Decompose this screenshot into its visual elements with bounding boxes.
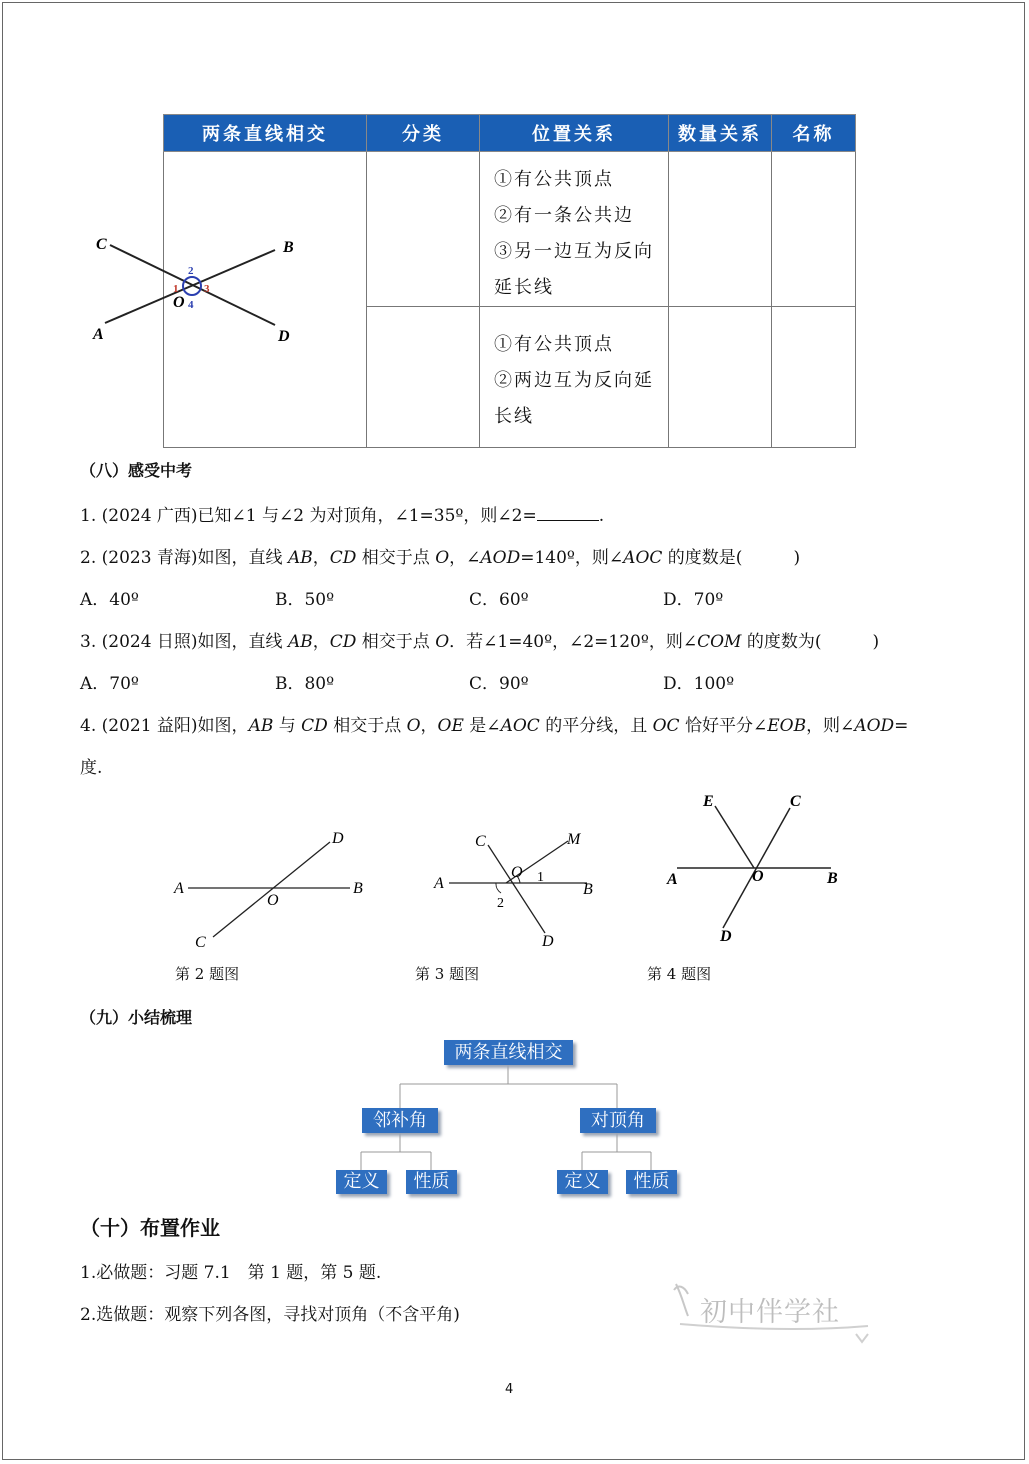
figure-q2 (165, 825, 385, 955)
figure-q3 (425, 825, 615, 955)
option-3a: A．70º (80, 674, 139, 694)
q4-part: 4. (2021 益阳)如图， (80, 716, 249, 736)
q4-part: AOD (854, 716, 895, 736)
header-cell: 两条直线相交 (164, 115, 367, 152)
q1-text: 1. (2024 广西)已知∠1 与∠2 为对顶角，∠1=35º，则∠2= (80, 506, 537, 526)
angle-2-arc (496, 883, 501, 893)
name-cell (772, 152, 856, 307)
label-C: C (475, 833, 486, 850)
section8-title: （八）感受中考 (80, 461, 193, 480)
q4-part: 的平分线，且 (539, 716, 653, 736)
answer-blank (537, 506, 599, 521)
option-2a: A．40º (80, 590, 139, 610)
label-A: A (667, 871, 678, 888)
label-B: B (353, 880, 363, 897)
label-D: D (278, 328, 290, 345)
option-3b: B．80º (275, 674, 335, 694)
label-O: O (173, 294, 185, 311)
q3-part: CD (329, 632, 357, 652)
label-C: C (195, 934, 206, 951)
condition-line: ①有公共顶点 (494, 169, 614, 190)
homework-required: 1.必做题：习题 7.1 第 1 题，第 5 题. (80, 1263, 382, 1283)
q1-end: . (598, 506, 605, 526)
angle-number-1: 1 (173, 283, 179, 295)
position-cell (480, 152, 669, 307)
tree-node-adjacent: 邻补角 (362, 1108, 438, 1133)
label-A: A (174, 880, 184, 897)
q3-part: O (435, 632, 450, 652)
question-3 (80, 627, 879, 652)
angle-number-4: 4 (188, 299, 194, 311)
q2-part: =140º，则∠ (520, 548, 624, 568)
condition-line: 长线 (494, 406, 534, 427)
label-A: A (434, 875, 444, 892)
homework-optional: 2.选做题：观察下列各图，寻找对顶角（不含平角) (80, 1305, 460, 1325)
condition-line: 延长线 (494, 277, 554, 298)
heart-icon (856, 1334, 868, 1342)
q4-part: EOB (767, 716, 807, 736)
position-cell (480, 307, 669, 448)
q3-part: ．若∠1=40º，∠2=120º，则∠ (449, 632, 698, 652)
label-O: O (752, 868, 764, 885)
section10-title: （十）布置作业 (80, 1216, 220, 1240)
condition-line: ②有一条公共边 (494, 205, 634, 226)
caption-fig2: 第 2 题图 (175, 965, 240, 983)
q3-part: 3. (2024 日照)如图，直线 (80, 632, 288, 652)
q4-part: O (406, 716, 421, 736)
label-O: O (511, 864, 523, 881)
q4-part: OE (437, 716, 464, 736)
q2-part: ，∠ (449, 548, 481, 568)
option-2d: D．70º (663, 590, 724, 610)
q3-part: AB (287, 632, 313, 652)
tree-root: 两条直线相交 (444, 1040, 573, 1065)
label-C: C (96, 236, 107, 253)
intersecting-lines-figure (80, 230, 310, 350)
angle-number-3: 3 (204, 283, 210, 295)
label-O: O (267, 892, 279, 909)
label-D: D (542, 933, 554, 950)
q2-part: 的度数是( ) (662, 548, 801, 568)
label-B: B (583, 881, 593, 898)
caption-fig3: 第 3 题图 (415, 965, 480, 983)
question-1 (80, 501, 604, 526)
question-4 (80, 711, 908, 736)
q4-part: ， (420, 716, 438, 736)
line-cd (213, 842, 330, 937)
label-C: C (790, 793, 801, 810)
tree-leaf-property: 性质 (406, 1170, 457, 1194)
header-cell: 位置关系 (480, 115, 669, 152)
q2-part: AB (287, 548, 313, 568)
q4-part: ，则∠ (806, 716, 855, 736)
q3-part: 的度数为( ) (741, 632, 880, 652)
condition-line: ②两边互为反向延 (494, 370, 654, 391)
label-A: A (93, 326, 104, 343)
option-3d: D．100º (663, 674, 735, 694)
label-B: B (283, 239, 294, 256)
q3-part: 相交于点 (356, 632, 436, 652)
table-header-row (164, 115, 856, 152)
tree-leaf-definition: 定义 (557, 1170, 608, 1194)
q3-part: COM (697, 632, 742, 652)
tree-leaf-property: 性质 (626, 1170, 677, 1194)
caption-fig4: 第 4 题图 (647, 965, 712, 983)
q2-part: CD (329, 548, 357, 568)
category-cell (367, 152, 480, 307)
label-D: D (332, 830, 344, 847)
quantity-cell (669, 152, 772, 307)
q4-part: = (894, 716, 909, 736)
q3-part: ， (312, 632, 330, 652)
leaf-icon (674, 1284, 688, 1316)
question-2 (80, 543, 800, 568)
q2-part: AOC (623, 548, 663, 568)
watermark-text: 初中伴学社 (700, 1297, 840, 1328)
q4-part: AB (248, 716, 274, 736)
angle-label-1: 1 (537, 870, 544, 885)
tree-node-vertical: 对顶角 (580, 1108, 656, 1133)
page-number: 4 (505, 1382, 514, 1397)
question-4-line2: 度. (80, 758, 103, 778)
label-M: M (567, 831, 581, 848)
q4-part: 与 (273, 716, 302, 736)
q2-part: AOD (480, 548, 521, 568)
option-3c: C．90º (469, 674, 529, 694)
q2-part: 2. (2023 青海)如图，直线 (80, 548, 288, 568)
header-cell: 名称 (772, 115, 856, 152)
line-cd (488, 845, 545, 933)
q4-part: 是∠ (463, 716, 501, 736)
q2-part: O (435, 548, 450, 568)
header-cell: 分类 (367, 115, 480, 152)
q4-part: 恰好平分∠ (679, 716, 768, 736)
q4-part: AOC (500, 716, 540, 736)
angle-number-2: 2 (188, 265, 194, 277)
q4-part: CD (301, 716, 328, 736)
ray-oe (715, 806, 754, 868)
label-B: B (827, 870, 838, 887)
angle-label-2: 2 (497, 896, 504, 911)
header-cell: 数量关系 (669, 115, 772, 152)
section9-title: （九）小结梳理 (80, 1008, 193, 1027)
category-cell (367, 307, 480, 448)
quantity-cell (669, 307, 772, 448)
option-2b: B．50º (275, 590, 335, 610)
option-2c: C．60º (469, 590, 529, 610)
figure-q4 (660, 790, 850, 950)
tree-leaf-definition: 定义 (336, 1170, 387, 1194)
condition-line: ③另一边互为反向 (494, 241, 654, 262)
q4-part: OC (652, 716, 680, 736)
name-cell (772, 307, 856, 448)
q2-part: 相交于点 (356, 548, 436, 568)
label-E: E (703, 793, 714, 810)
condition-line: ①有公共顶点 (494, 334, 614, 355)
q2-part: ， (312, 548, 330, 568)
q4-part: 相交于点 (327, 716, 407, 736)
label-D: D (720, 928, 732, 945)
